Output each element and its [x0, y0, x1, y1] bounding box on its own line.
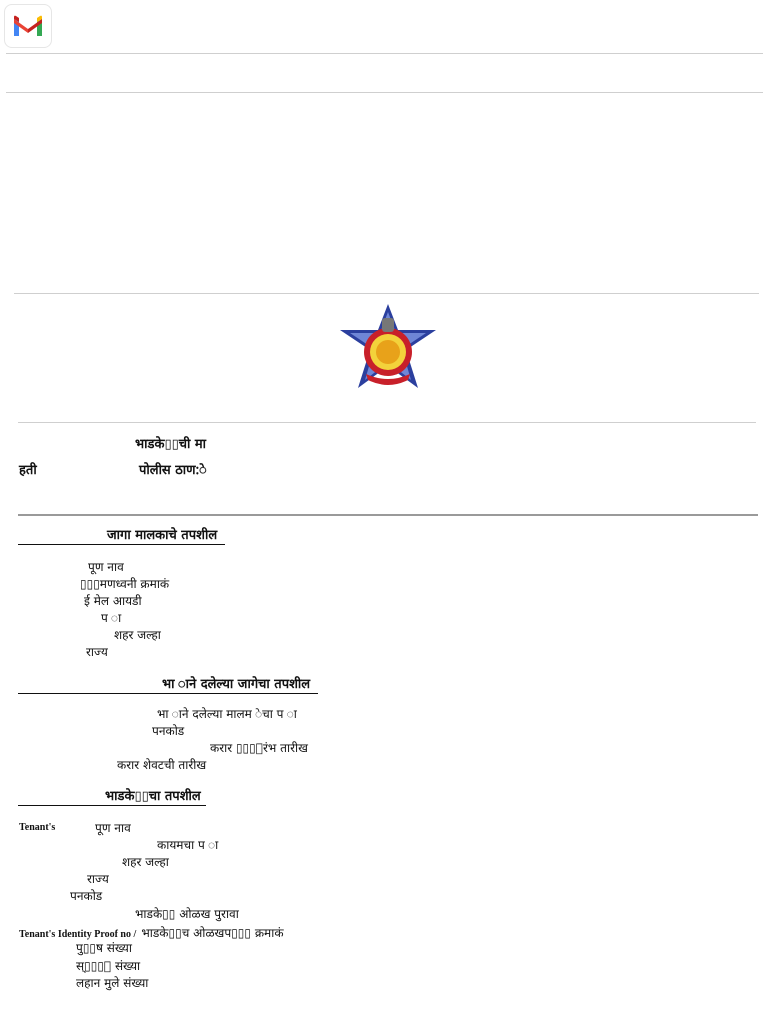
property-pincode-label: पनकोड: [152, 724, 185, 738]
agreement-start-label: करार ▯▯▯ारंभ तारीख: [210, 741, 308, 755]
tenants-label-en: Tenant's: [19, 822, 56, 833]
landlord-mobile-label: ▯▯▯मणध्वनी क्रमाकं: [80, 577, 170, 591]
tenant-id-proof-label: भाडके▯▯ ओळख पुरावा: [135, 907, 239, 921]
property-address-label: भा ाने दलेल्या मालम ेचा प ा: [157, 707, 297, 721]
section-divider: [18, 514, 758, 516]
tenant-full-name-label: पूण नाव: [95, 821, 131, 835]
tenant-id-proof-no-row: [19, 922, 284, 941]
tenant-heading: भाडके▯▯चा तपशील: [18, 786, 206, 806]
female-count-label: स्▯▯▯ी संख्या: [76, 959, 141, 973]
police-emblem-icon: [336, 300, 440, 396]
male-count-label: पु▯▯ष संख्या: [76, 941, 132, 955]
tenant-city-label: शहर जल्हा: [122, 855, 169, 869]
content-divider: [14, 293, 759, 294]
tenant-id-proof-no-en: Tenant's Identity Proof no /: [19, 929, 137, 940]
agreement-end-label: करार शेवटची तारीख: [117, 758, 207, 772]
tenant-id-proof-no-mr: भाडके▯▯च ओळखप▯▯▯ क्रमाकं: [141, 926, 284, 940]
subheader-divider: [6, 92, 763, 93]
landlord-address-label: प ा: [101, 611, 122, 625]
left-label: हती: [19, 463, 37, 478]
police-station-label: पोलीस ठाण:े: [139, 463, 207, 478]
tenant-permanent-address-label: कायमचा प ा: [157, 838, 219, 852]
landlord-email-label: ई मेल आयडी: [84, 594, 142, 608]
landlord-state-label: राज्य: [86, 645, 108, 659]
form-title: भाडके▯▯ची मा: [135, 437, 207, 452]
gmail-icon: [5, 5, 51, 47]
header-divider: [6, 53, 763, 54]
tenant-pincode-label: पनकोड: [70, 889, 103, 903]
children-count-label: लहान मुले संख्या: [76, 976, 149, 990]
emblem-divider: [18, 422, 756, 423]
police-emblem: [336, 300, 440, 396]
landlord-heading: जागा मालकाचे तपशील: [18, 525, 225, 545]
landlord-city-label: शहर जल्हा: [114, 628, 161, 642]
tenant-state-label: राज्य: [87, 872, 109, 886]
landlord-full-name-label: पूण नाव: [88, 560, 124, 574]
app-icon-tile[interactable]: [4, 4, 52, 48]
property-heading: भा ाने दलेल्या जागेचा तपशील: [18, 674, 318, 694]
